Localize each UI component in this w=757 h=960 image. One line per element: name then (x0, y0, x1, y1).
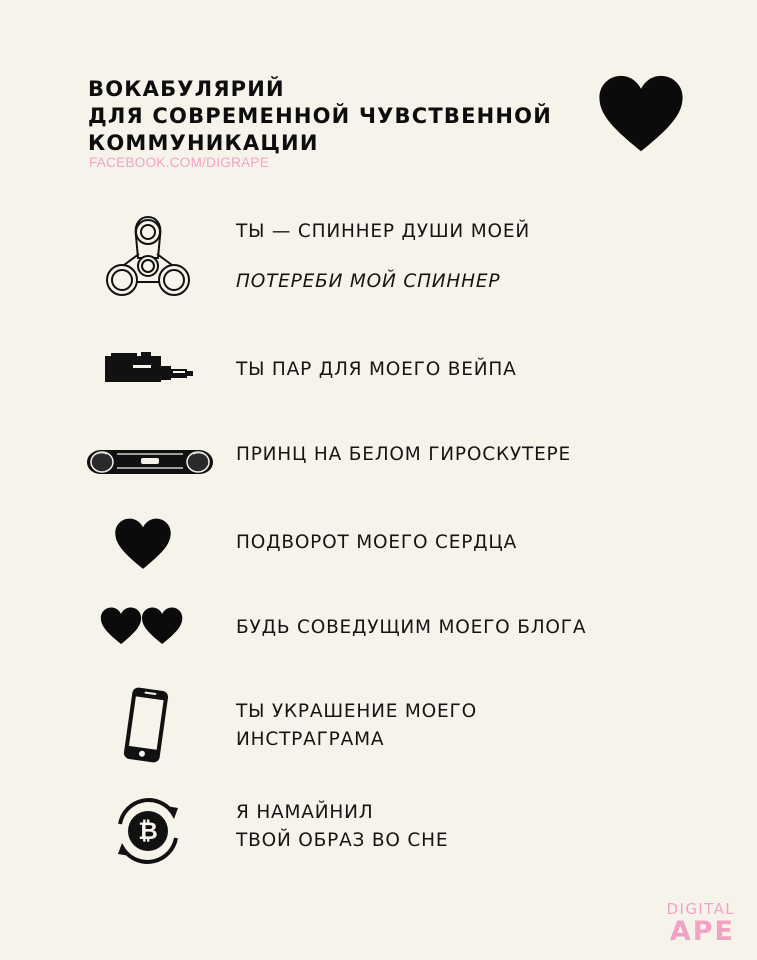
smartphone-icon (118, 686, 174, 764)
phrase-text: ТЫ ПАР ДЛЯ МОЕГО ВЕЙПА (236, 359, 517, 380)
phrase-text: ТЫ — СПИННЕР ДУШИ МОЕЙ (236, 221, 530, 242)
phrase-text: ТВОЙ ОБРАЗ ВО СНЕ (236, 830, 449, 851)
phrase-text: ПРИНЦ НА БЕЛОМ ГИРОСКУТЕРЕ (236, 444, 572, 465)
brand-logo (655, 900, 735, 946)
source-link[interactable]: FACEBOOK.COM/DIGRAPE (89, 155, 270, 170)
fidget-spinner-icon (104, 216, 192, 302)
title-line: КОММУНИКАЦИИ (88, 131, 319, 155)
phrase-text: ИНСТРАГРАМА (236, 729, 385, 750)
phrase-text: БУДЬ СОВЕДУЩИМ МОЕГО БЛОГА (236, 617, 587, 638)
svg-text:₿: ₿ (138, 817, 158, 845)
vape-icon (103, 350, 195, 384)
phrase-text: Я НАМАЙНИЛ (236, 802, 374, 823)
logo-line: APE (669, 916, 735, 947)
phrase-text: ПОТЕРЕБИ МОЙ СПИННЕР (236, 271, 501, 292)
page-title (88, 76, 552, 157)
bitcoin-mining-icon (108, 792, 188, 870)
title-line: ДЛЯ СОВРЕМЕННОЙ ЧУВСТВЕННОЙ (88, 104, 552, 128)
title-line: ВОКАБУЛЯРИЙ (88, 77, 285, 101)
phrase-text: ТЫ УКРАШЕНИЕ МОЕГО (236, 701, 477, 722)
heart-icon (114, 518, 172, 570)
two-hearts-icon (100, 606, 184, 646)
phrase-text: ПОДВОРОТ МОЕГО СЕРДЦА (236, 532, 518, 553)
hoverboard-icon (85, 440, 215, 480)
heart-icon (597, 75, 685, 153)
logo-line: DIGITAL (666, 900, 735, 918)
